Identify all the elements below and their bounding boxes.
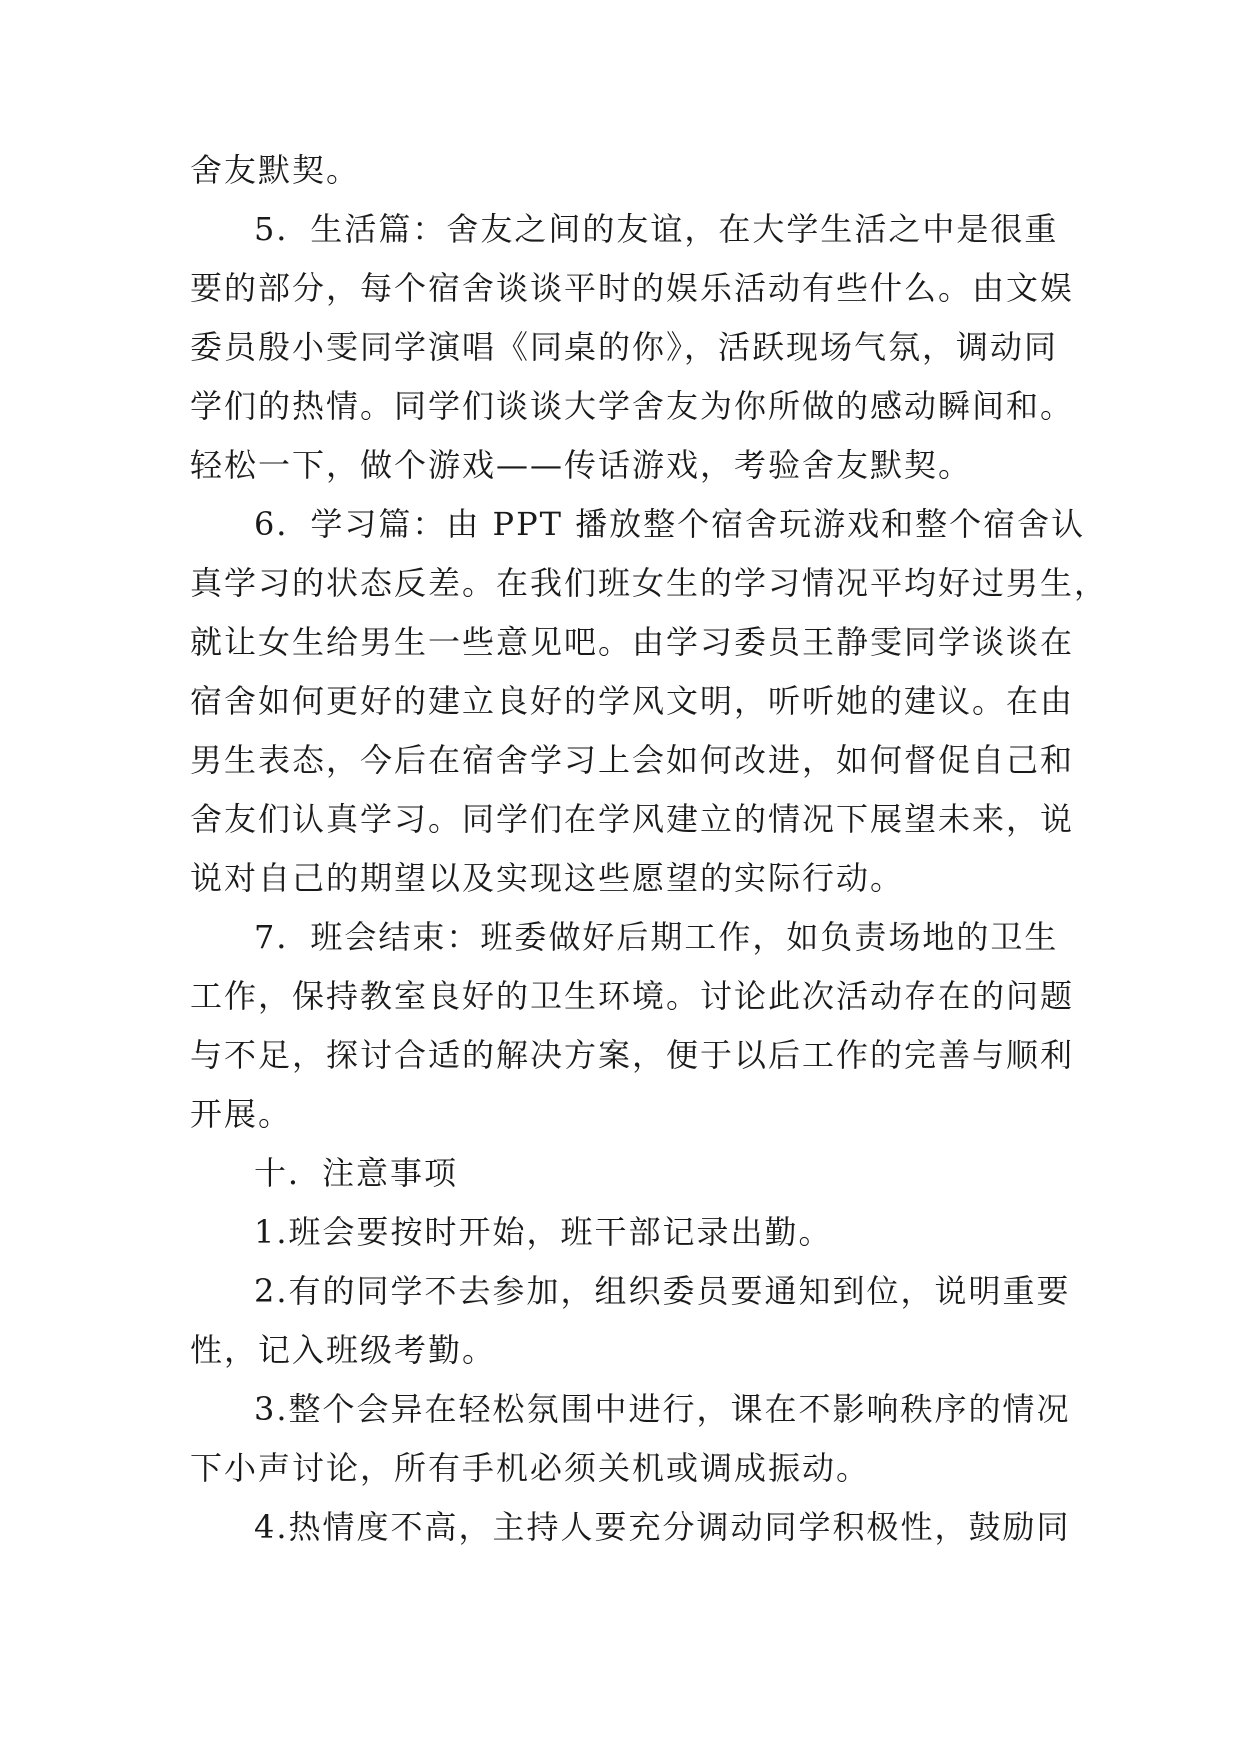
- text-line: 7．班会结束：班委做好后期工作，如负责场地的卫生: [254, 918, 1059, 956]
- text-line: 6．学习篇：由 PPT 播放整个宿舍玩游戏和整个宿舍认: [254, 505, 1086, 543]
- text-line: 要的部分，每个宿舍谈谈平时的娱乐活动有些什么。由文娱: [190, 269, 1075, 307]
- text-line: 舍友默契。: [190, 151, 361, 189]
- text-line: 真学习的状态反差。在我们班女生的学习情况平均好过男生，: [190, 564, 1109, 602]
- text-line: 4.热情度不高，主持人要充分调动同学积极性，鼓励同: [254, 1508, 1071, 1546]
- text-line: 轻松一下，做个游戏——传话游戏，考验舍友默契。: [190, 446, 973, 484]
- text-line: 宿舍如何更好的建立良好的学风文明，听听她的建议。在由: [190, 682, 1075, 720]
- text-line: 学们的热情。同学们谈谈大学舍友为你所做的感动瞬间和。: [190, 387, 1075, 425]
- text-line: 5．生活篇：舍友之间的友谊，在大学生活之中是很重: [254, 210, 1059, 248]
- text-line: 下小声讨论，所有手机必须关机或调成振动。: [190, 1449, 871, 1487]
- text-line: 2.有的同学不去参加，组织委员要通知到位，说明重要: [254, 1272, 1071, 1310]
- text-line: 1.班会要按时开始，班干部记录出勤。: [254, 1213, 833, 1251]
- text-line: 工作，保持教室良好的卫生环境。讨论此次活动存在的问题: [190, 977, 1075, 1015]
- text-line: 与不足，探讨合适的解决方案，便于以后工作的完善与顺利: [190, 1036, 1075, 1074]
- text-line: 性，记入班级考勤。: [190, 1331, 497, 1369]
- text-line: 就让女生给男生一些意见吧。由学习委员王静雯同学谈谈在: [190, 623, 1075, 661]
- text-line: 开展。: [190, 1095, 293, 1133]
- text-line: 男生表态，今后在宿舍学习上会如何改进，如何督促自己和: [190, 741, 1075, 779]
- text-line: 舍友们认真学习。同学们在学风建立的情况下展望未来，说: [190, 800, 1075, 838]
- text-line: 3.整个会异在轻松氛围中进行，课在不影响秩序的情况: [254, 1390, 1071, 1428]
- text-line: 说对自己的期望以及实现这些愿望的实际行动。: [190, 859, 905, 897]
- section-heading: 十．注意事项: [254, 1154, 459, 1192]
- text-line: 委员殷小雯同学演唱《同桌的你》，活跃现场气氛，调动同: [190, 328, 1059, 366]
